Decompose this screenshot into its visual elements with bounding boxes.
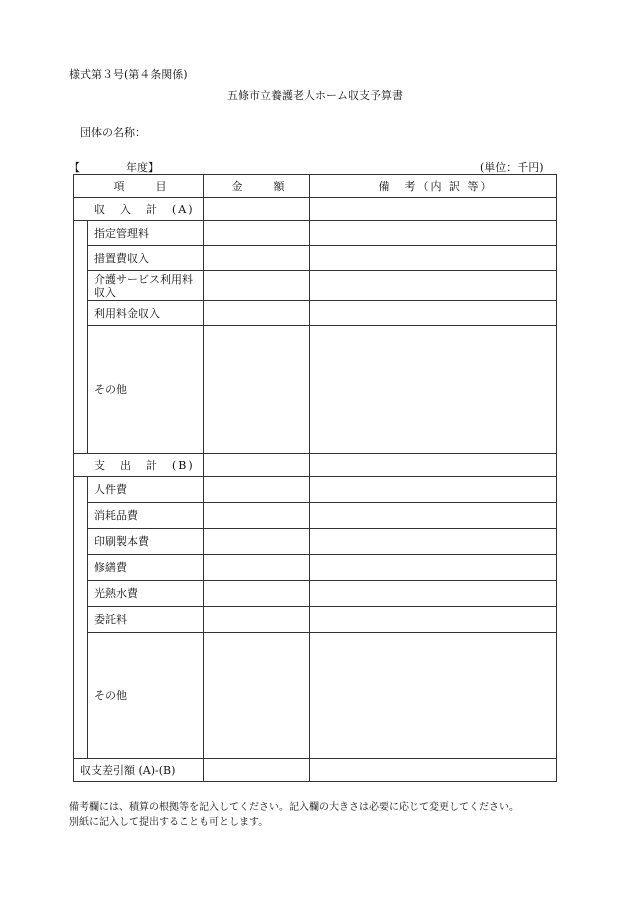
expense-item-amount[interactable] bbox=[204, 555, 310, 581]
table-row bbox=[74, 555, 557, 581]
income-item-remarks[interactable] bbox=[310, 326, 557, 454]
table-row bbox=[74, 326, 557, 454]
expense-item-remarks[interactable] bbox=[310, 555, 557, 581]
table-row bbox=[74, 529, 557, 555]
note-remarks-column: 備考欄には、積算の根拠等を記入してください。記入欄の大きさは必要に応じて変更してください。 bbox=[69, 802, 519, 813]
table-header-row bbox=[74, 175, 557, 198]
income-total-label: 収 入 計 (A) bbox=[74, 198, 204, 221]
expense-total-label: 支 出 計 (B) bbox=[74, 454, 204, 477]
expense-item-amount[interactable] bbox=[204, 503, 310, 529]
income-item-remarks[interactable] bbox=[310, 301, 557, 326]
table-row bbox=[74, 221, 557, 246]
expense-item-amount[interactable] bbox=[204, 607, 310, 633]
income-item-label: 指定管理料 bbox=[88, 221, 204, 246]
income-item-label: 介護サービス利用料収入 bbox=[88, 271, 204, 301]
table-row bbox=[74, 633, 557, 759]
table-row bbox=[74, 271, 557, 301]
organization-name-label: 団体の名称： bbox=[80, 126, 146, 139]
expense-item-amount[interactable] bbox=[204, 477, 310, 503]
expense-total-row bbox=[74, 454, 557, 477]
expense-item-label: その他 bbox=[88, 633, 204, 759]
expense-item-label: 印刷製本費 bbox=[88, 529, 204, 555]
income-item-amount[interactable] bbox=[204, 326, 310, 454]
table-row bbox=[74, 477, 557, 503]
income-total-row bbox=[74, 198, 557, 221]
table-row bbox=[74, 581, 557, 607]
form-number: 様式第３号(第４条関係) bbox=[69, 68, 188, 81]
expense-item-remarks[interactable] bbox=[310, 529, 557, 555]
expense-item-label: 委託料 bbox=[88, 607, 204, 633]
income-item-remarks[interactable] bbox=[310, 246, 557, 271]
income-item-label: 利用料金収入 bbox=[88, 301, 204, 326]
table-row bbox=[74, 246, 557, 271]
income-item-remarks[interactable] bbox=[310, 271, 557, 301]
income-item-amount[interactable] bbox=[204, 301, 310, 326]
expense-total-remarks[interactable] bbox=[310, 454, 557, 477]
expense-item-label: 人件費 bbox=[88, 477, 204, 503]
document-title: 五條市立養護老人ホーム収支予算書 bbox=[227, 89, 403, 102]
balance-amount[interactable] bbox=[204, 759, 310, 782]
income-item-remarks[interactable] bbox=[310, 221, 557, 246]
unit-label: (単位：千円) bbox=[480, 161, 544, 174]
income-item-amount[interactable] bbox=[204, 221, 310, 246]
income-total-remarks[interactable] bbox=[310, 198, 557, 221]
expense-total-amount[interactable] bbox=[204, 454, 310, 477]
fiscal-year-bracket: 【 bbox=[69, 161, 80, 174]
table-row bbox=[74, 607, 557, 633]
income-item-label: その他 bbox=[88, 326, 204, 454]
expense-item-remarks[interactable] bbox=[310, 581, 557, 607]
expense-item-remarks[interactable] bbox=[310, 607, 557, 633]
budget-table bbox=[73, 174, 557, 782]
fiscal-year-label: 年度】 bbox=[126, 161, 159, 174]
table-row bbox=[74, 301, 557, 326]
header-remarks: 備 考（内 訳 等） bbox=[310, 175, 557, 198]
income-item-label: 措置費収入 bbox=[88, 246, 204, 271]
expense-item-remarks[interactable] bbox=[310, 503, 557, 529]
header-item: 項 目 bbox=[74, 175, 204, 198]
balance-row bbox=[74, 759, 557, 782]
table-row bbox=[74, 503, 557, 529]
expense-item-remarks[interactable] bbox=[310, 633, 557, 759]
income-item-amount[interactable] bbox=[204, 246, 310, 271]
expense-item-label: 消耗品費 bbox=[88, 503, 204, 529]
balance-remarks[interactable] bbox=[310, 759, 557, 782]
balance-label: 収支差引額 (A)-(B) bbox=[74, 759, 204, 782]
note-separate-sheet: 別紙に記入して提出することも可とします。 bbox=[69, 817, 269, 828]
expense-item-label: 修繕費 bbox=[88, 555, 204, 581]
expense-item-amount[interactable] bbox=[204, 633, 310, 759]
header-amount: 金 額 bbox=[204, 175, 310, 198]
expense-item-label: 光熱水費 bbox=[88, 581, 204, 607]
expense-item-amount[interactable] bbox=[204, 529, 310, 555]
expense-item-amount[interactable] bbox=[204, 581, 310, 607]
expense-item-remarks[interactable] bbox=[310, 477, 557, 503]
income-total-amount[interactable] bbox=[204, 198, 310, 221]
income-item-amount[interactable] bbox=[204, 271, 310, 301]
